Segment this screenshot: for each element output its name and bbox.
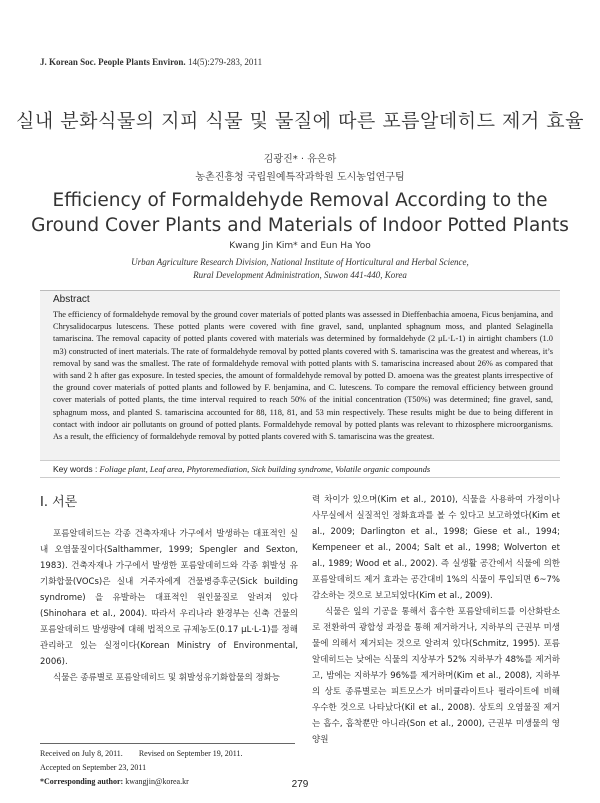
- english-affiliation: [0, 256, 600, 282]
- paragraph: 포름알데히드는 각종 건축자재나 가구에서 발생하는 대표적인 실내 오염물질이다(Salthammer, 1999; Spengler and Sexton, 1983). 건축자재나 가구에서 발생한 포름알데히드와 각종 휘발성 유기화합물(VOCs)은 실내 거주자에게 건물병증후군(Sick building syndrome) 을 유발하는 대표적인 원인물질로 알려져 있다 (Shinohara et al., 2004). 따라서 우리나라 환경부는 신축 건물의 포름알데히드 발생량에 대해 법적으로 규제농도(0.17 μL·L-1)를 정해 관리하고 있는 실정이다(Korean Ministry of Environmental, 2006).: [40, 529, 298, 667]
- korean-affiliation: 농촌진흥청 국립원예특작과학원 도시농업연구팀: [195, 172, 405, 183]
- section-heading: Ⅰ. 서론: [40, 495, 78, 510]
- paragraph: 식물은 잎의 기공을 통해서 흡수한 포름알데히드를 이산화탄소로 전환하여 광합성 과정을 통해 제거하거나, 지하부의 근권부 미생물에 의해서 제거되는 것으로 알려져 있다(Schmitz, 1995). 포름알데히드는 낮에는 식물의 지상부가 52% 지하부가 48%를 제거하고, 밤에는 지하부가 96%를 제거하며(Kim et al., 2008), 지하부의 상토 종류별로는 피트모스가 버미큘라이트나 펄라이트에 비해 우수한 것으로 나타났다(Kil et al., 2008). 상토의 오염물질 제거는 흡수, 흡착뿐만 아니라(Son et al., 2000), 근권부 미생물의 영양원: [312, 607, 560, 745]
- revised-date: Revised on September 19, 2011.: [138, 749, 243, 758]
- english-authors: Kwang Jin Kim* and Eun Ha Yoo: [229, 241, 371, 251]
- journal-name: J. Korean Soc. People Plants Environ.: [40, 57, 186, 67]
- abstract-heading: Abstract: [53, 294, 90, 305]
- journal-volume: 14(5):279-283, 2011: [187, 57, 263, 67]
- abstract-text: The efficiency of formaldehyde removal by the ground cover materials of potted plants was assessed in Dieffenbachia amoena, Ficus benjamina, and Chrysalidocarpus lutescens. These potted plants were covered with fine gravel, sand, unplanted sphagnum moss, and planted Selaginella tamariscina. The removal capacity of potted plants covered with materials was determined by formaldehyde (2 μL·L-1) in airtight chambers (1.0 m3) constructed of inert materials. The rate of formaldehyde removal by potted plants covered with S. tamariscina was the greatest and whereas, it’s removal by sand was the smallest. The rate of formaldehyde removal with potted plants with S. tamariscina increased about 26% as compared that with sand 2 h after gas exposure. In tested species, the amount of formaldehyde removal by potted D. amoena was the greatest plants irrespective of the ground cover materials of potted plants and followed by F. benjamina, and C. lutescens. To compare the removal efficiency between ground cover materials of potted plants, the time interval required to reach 50% of the initial concentration (T50%) was determined; fine gravel, sand, sphagnum moss, and planted S. tamariscina accounted for 88, 118, 81, and 53 min respectively. These results might be due to being different in contact with indoor air pollutants on ground of potted plants. Formaldehyde removal by potted plants was relevant to rhizosphere microorganisms. As a result, the efficiency of formaldehyde removal by potted plants covered with S. tamariscina was the greatest.: [53, 310, 553, 442]
- paragraph: 식물은 종류별로 포름알데히드 및 휘발성유기화합물의 정화능: [53, 673, 280, 683]
- keywords-label: Key words :: [53, 464, 98, 474]
- keywords-bar: [40, 460, 560, 478]
- right-column: [312, 492, 560, 748]
- corresponding-label: *Corresponding author:: [40, 777, 124, 786]
- corresponding-email: kwangjin@korea.kr: [125, 777, 189, 786]
- accepted-date: Accepted on September 23, 2011: [40, 763, 147, 772]
- korean-title: 실내 분화식물의 지피 식물 및 물질에 따른 포름알데히드 제거 효율: [16, 110, 584, 132]
- abstract-box: [40, 290, 560, 461]
- page-number: 279: [291, 779, 309, 790]
- english-affiliation-line1: Urban Agriculture Research Division, National Institute of Horticultural and Herbal Science,: [131, 257, 469, 267]
- korean-authors: 김광진* · 유은하: [263, 154, 337, 165]
- left-column: [40, 492, 298, 686]
- english-affiliation-line2: Rural Development Administration, Suwon 441-440, Korea: [193, 270, 407, 280]
- english-title: Efficiency of Formaldehyde Removal According to the Ground Cover Plants and Materials of Indoor Potted Plants: [31, 190, 569, 236]
- keywords-text: Foliage plant, Leaf area, Phytoremediation, Sick building syndrome, Volatile organic compounds: [99, 464, 431, 474]
- received-dates: [40, 747, 300, 761]
- received-date: Received on July 8, 2011.: [40, 749, 123, 758]
- footnote-divider: [40, 743, 295, 744]
- paragraph: 력 차이가 있으며(Kim et al., 2010), 식물을 사용하여 가정이나 사무실에서 실질적인 정화효과를 볼 수 있다고 보고하였다(Kim et al., 2009; Darlington et al., 1998; Giese et al., 1994; Kempeneer et al., 2004; Salt et al., 1998; Wolverton et al., 1989; Wood et al., 2002). 즉 실생활 공간에서 식물에 의한 포름알데히드 제거 효과는 공간대비 1%의 식물이 투입되면 6~7% 감소하는 것으로 보고되었다(Kim et al., 2009).: [312, 495, 560, 601]
- journal-citation: [40, 57, 262, 67]
